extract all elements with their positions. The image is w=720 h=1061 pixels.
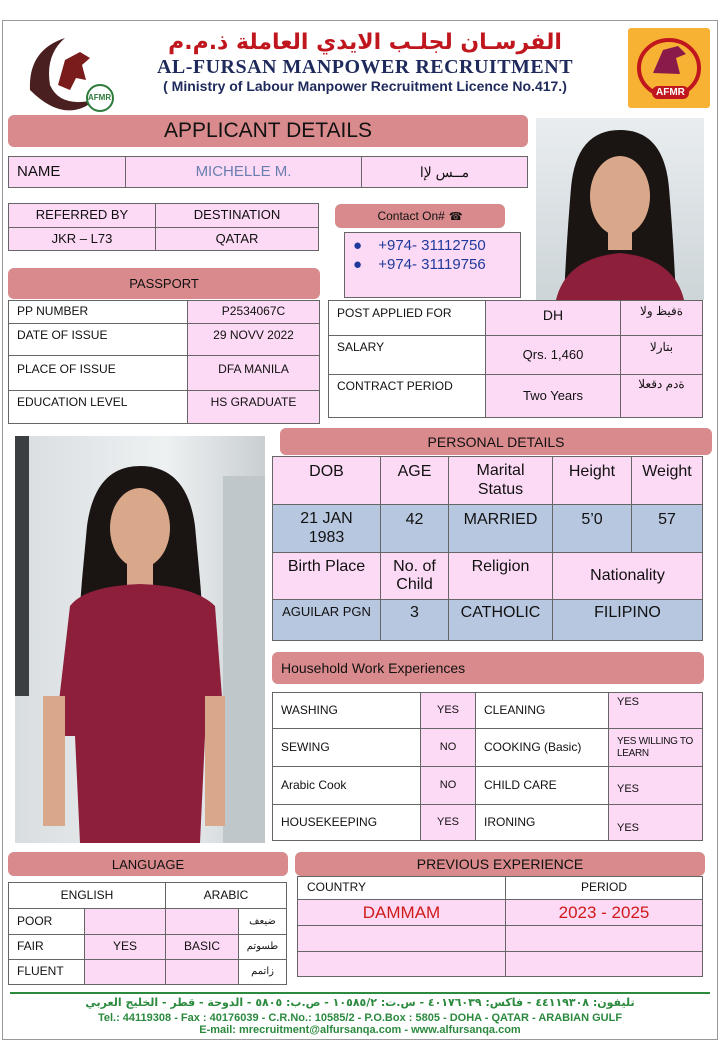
name-arabic: مــس لإا [361,156,528,188]
destination-value: QATAR [155,227,319,251]
education-level-label: EDUCATION LEVEL [8,390,188,424]
date-of-issue-value: 29 NOVV 2022 [187,323,320,356]
housekeeping-label: HOUSEKEEPING [272,804,421,841]
arabic-cook-value: NO [420,766,476,805]
cleaning-value: YES [608,692,703,729]
period-header: PERIOD [505,876,703,900]
fluent-label: FLUENT [8,959,85,985]
fair-arabic: BASIC [165,934,239,960]
nationality-header: Nationality [552,552,703,600]
country-header: COUNTRY [297,876,506,900]
name-label: NAME [8,156,126,188]
religion-value: CATHOLIC [448,599,553,641]
dob-value: 21 JAN 1983 [272,504,381,553]
weight-header: Weight [631,456,703,505]
contact-label-text: Contact On# [377,209,445,223]
arabic-cook-label: Arabic Cook [272,766,421,805]
contract-period-label: CONTRACT PERIOD [328,374,486,418]
experience-period: 2023 - 2025 [505,899,703,926]
name-value: MICHELLE M. [125,156,362,188]
post-applied-arabic: ةفيظ ولا [620,300,703,336]
date-of-issue-label: DATE OF ISSUE [8,323,188,356]
no-of-child-value: 3 [380,599,449,641]
applicant-full-photo [15,436,265,843]
arabic-header: ARABIC [165,882,287,909]
marital-status-value: MARRIED [448,504,553,553]
housekeeping-value: YES [420,804,476,841]
birth-place-value: AGUILAR PGN [272,599,381,641]
weight-value: 57 [631,504,703,553]
logo-right [628,28,710,108]
cooking-value: YES WILLING TO LEARN [608,728,703,767]
phone-icon: ☎ [448,210,463,223]
destination-label: DESTINATION [155,203,319,228]
referred-by-label: REFERRED BY [8,203,156,228]
experience-empty-period-2 [505,951,703,977]
contract-period-value: Two Years [485,374,621,418]
fluent-arabic [165,959,239,985]
salary-arabic: بتارلا [620,335,703,375]
no-of-child-header: No. of Child [380,552,449,600]
fluent-arabic-label: زاتمم [238,959,287,985]
poor-arabic-label: ضيعف [238,908,287,935]
fair-label: FAIR [8,934,85,960]
height-header: Height [552,456,632,505]
contract-period-arabic: ةدم دقعلا [620,374,703,418]
washing-value: YES [420,692,476,729]
poor-label: POOR [8,908,85,935]
place-of-issue-label: PLACE OF ISSUE [8,355,188,391]
pp-number-label: PP NUMBER [8,300,188,324]
experience-empty-country-2 [297,951,506,977]
height-value: 5’0 [552,504,632,553]
company-arabic-name: الفرسـان لجلـب الايدي العاملة ذ.م.م [168,30,562,55]
age-value: 42 [380,504,449,553]
post-applied-value: DH [485,300,621,336]
footer-arabic: تليفون: ٤٤١١٩٣٠٨ - فاكس: ٤٠١٧٦٠٣٩ - س.ت: ١٠٥٨٥/٢ - ص.ب: ٥٨٠٥ - الدوحة - قطر - الخليج العربي [85,996,635,1009]
language-title: LANGUAGE [8,852,288,876]
child-care-value: YES [608,766,703,805]
sewing-label: SEWING [272,728,421,767]
religion-header: Religion [448,552,553,600]
contact-number-1: ● +974- 31112750 [353,237,486,254]
cooking-label: COOKING (Basic) [475,728,609,767]
page-title: APPLICANT DETAILS [8,115,528,147]
experience-empty-period-1 [505,925,703,952]
company-name: AL-FURSAN MANPOWER RECRUITMENT [156,56,574,78]
pp-number-value: P2534067C [187,300,320,324]
logo-left-text: AFMR [88,93,112,102]
fluent-english [84,959,166,985]
post-applied-label: POST APPLIED FOR [328,300,486,336]
personal-details-title: PERSONAL DETAILS [280,428,712,455]
sewing-value: NO [420,728,476,767]
contact-number-2: ● +974- 31119756 [353,256,486,273]
salary-label: SALARY [328,335,486,375]
household-title: Household Work Experiences [272,652,704,684]
age-header: AGE [380,456,449,505]
ironing-label: IRONING [475,804,609,841]
footer-divider [10,992,710,994]
referred-by-value: JKR – L73 [8,227,156,251]
experience-empty-country-1 [297,925,506,952]
poor-english [84,908,166,935]
licence-text: ( Ministry of Labour Manpower Recruitment Licence No.417.) [163,78,567,94]
fair-english: YES [84,934,166,960]
education-level-value: HS GRADUATE [187,390,320,424]
previous-experience-title: PREVIOUS EXPERIENCE [295,852,705,876]
place-of-issue-value: DFA MANILA [187,355,320,391]
contact-box [344,232,521,298]
ironing-value: YES [608,804,703,841]
experience-country: DAMMAM [297,899,506,926]
passport-title: PASSPORT [8,268,320,299]
poor-arabic [165,908,239,935]
child-care-label: CHILD CARE [475,766,609,805]
salary-value: Qrs. 1,460 [485,335,621,375]
footer-contact-line: Tel.: 44119308 - Fax : 40176039 - C.R.No.: 10585/2 - P.O.Box : 5805 - DOHA - QATAR - ARABIAN GULF [97,1012,623,1024]
washing-label: WASHING [272,692,421,729]
birth-place-header: Birth Place [272,552,381,600]
applicant-headshot [536,118,704,300]
footer-email-line: E-mail: mrecruitment@alfursanqa.com - www.alfursanqa.com [199,1024,521,1036]
marital-status-header: Marital Status [448,456,553,505]
dob-header: DOB [272,456,381,505]
fair-arabic-label: طسوتم [238,934,287,960]
nationality-value: FILIPINO [552,599,703,641]
logo-right-text: AFMR [652,86,689,99]
logo-left [20,30,118,112]
english-header: ENGLISH [8,882,166,909]
contact-label [335,204,505,228]
cleaning-label: CLEANING [475,692,609,729]
